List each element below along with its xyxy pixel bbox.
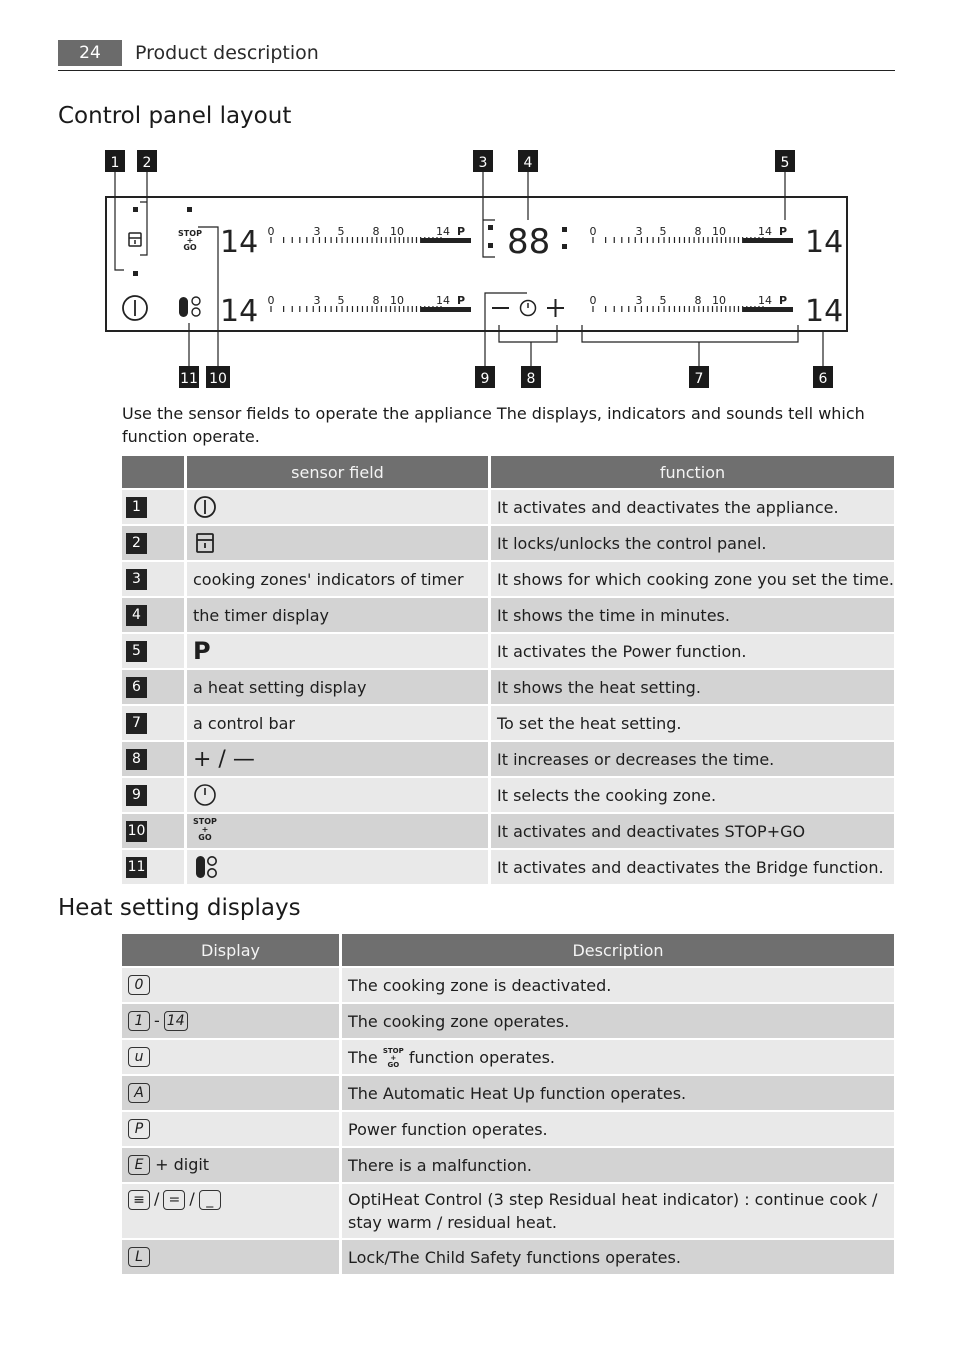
table-row xyxy=(122,1112,894,1146)
sensor-field-cell xyxy=(187,490,488,524)
display-symbol-cell xyxy=(122,1040,339,1074)
function-cell xyxy=(491,634,894,668)
callout-7 xyxy=(689,366,709,388)
panel-frame xyxy=(106,197,847,331)
callout-10 xyxy=(206,366,230,388)
sensor-field-cell xyxy=(187,778,488,812)
row-number-badge: 7 xyxy=(126,713,147,734)
description-text: The xyxy=(348,1047,378,1067)
function-cell xyxy=(491,562,894,596)
heat-display-heading: Heat setting displays xyxy=(58,895,301,921)
function-text: It shows the heat setting. xyxy=(497,677,701,697)
table-row xyxy=(122,634,894,668)
heat-display-tr: 14 xyxy=(805,225,844,260)
segment-display-symbol: 1 xyxy=(128,1011,150,1031)
callout-8 xyxy=(521,366,541,388)
table-row xyxy=(122,1240,894,1274)
function-cell xyxy=(491,490,894,524)
display-symbol-cell xyxy=(122,1004,339,1038)
sensor-field-cell xyxy=(187,814,488,848)
bar-scale-label: 3 xyxy=(313,225,321,238)
table-row xyxy=(122,1148,894,1182)
svg-text:4: 4 xyxy=(523,155,533,171)
bridge-icon xyxy=(193,854,219,880)
bar-scale-label: 10 xyxy=(390,225,404,238)
header-blank xyxy=(122,456,184,488)
display-symbol-cell xyxy=(122,968,339,1002)
table-row xyxy=(122,1004,894,1038)
bar-scale-label: P xyxy=(456,225,466,238)
lock-icon xyxy=(193,531,217,555)
callout-1 xyxy=(105,150,125,172)
svg-text:10: 10 xyxy=(209,371,227,387)
segment-display-symbol: _ xyxy=(199,1190,221,1210)
segment-display-symbol: L xyxy=(128,1247,150,1267)
plus-minus-symbol: + / — xyxy=(193,746,255,772)
function-cell xyxy=(491,526,894,560)
sensor-field-cell xyxy=(187,562,488,596)
description-text: There is a malfunction. xyxy=(348,1155,532,1175)
sensor-field-cell xyxy=(187,850,488,884)
timer-colon xyxy=(562,227,567,232)
description-cell xyxy=(342,1004,894,1038)
description-cell xyxy=(342,1040,894,1074)
function-cell xyxy=(491,598,894,632)
timer-display: 88 xyxy=(507,222,551,262)
segment-display-symbol: E xyxy=(128,1155,150,1175)
timer-zone-indicator xyxy=(488,243,493,248)
function-text: It increases or decreases the time. xyxy=(497,749,775,769)
row-number-cell xyxy=(122,562,184,596)
bar-scale-label: 14 xyxy=(436,225,450,238)
header-rule xyxy=(58,70,895,71)
callout-11 xyxy=(179,366,199,388)
svg-text:+: + xyxy=(186,236,194,245)
description-text: OptiHeat Control (3 step Residual heat indicator) : continue cook / stay warm / residual heat. xyxy=(348,1190,878,1232)
bar-scale-label: 8 xyxy=(694,225,702,238)
description-cell xyxy=(342,1112,894,1146)
row-number-cell xyxy=(122,526,184,560)
bar-scale-label: 14 xyxy=(436,294,450,307)
power-icon xyxy=(193,495,217,519)
bar-scale-label: 10 xyxy=(712,225,726,238)
display-symbol-cell xyxy=(122,1240,339,1274)
svg-text:11: 11 xyxy=(180,371,198,387)
bar-scale-label: P xyxy=(456,294,466,307)
callout-4 xyxy=(518,150,538,172)
display-symbol-cell xyxy=(122,1112,339,1146)
segment-display-symbol: A xyxy=(128,1083,150,1103)
callout-2 xyxy=(137,150,157,172)
description-text: The cooking zone operates. xyxy=(348,1011,570,1031)
bar-scale-label: 5 xyxy=(659,294,667,307)
function-cell xyxy=(491,670,894,704)
function-cell xyxy=(491,778,894,812)
table-row xyxy=(122,670,894,704)
description-text: The Automatic Heat Up function operates. xyxy=(348,1083,687,1103)
heat-table xyxy=(119,932,897,1276)
description-cell xyxy=(342,1184,894,1238)
callout-5 xyxy=(775,150,795,172)
table-row xyxy=(122,706,894,740)
timer-zone-indicator xyxy=(488,225,493,230)
function-text: It locks/unlocks the control panel. xyxy=(497,533,767,553)
description-text: Power function operates. xyxy=(348,1119,548,1139)
bar-scale-label: 8 xyxy=(372,225,380,238)
row-number-badge: 6 xyxy=(126,677,147,698)
display-symbol-cell xyxy=(122,1184,339,1238)
segment-display-symbol: ≡ xyxy=(128,1190,150,1210)
row-number-cell xyxy=(122,814,184,848)
table-row xyxy=(122,562,894,596)
table-row xyxy=(122,850,894,884)
sensor-field-cell xyxy=(187,742,488,776)
sensor-field-cell xyxy=(187,634,488,668)
bar-scale-label: 0 xyxy=(589,225,597,238)
bar-power-segment xyxy=(421,307,471,312)
row-number-badge: 2 xyxy=(126,533,147,554)
table-row xyxy=(122,526,894,560)
segment-display-symbol: = xyxy=(163,1190,185,1210)
description-cell xyxy=(342,1148,894,1182)
table-row xyxy=(122,598,894,632)
description-text: function operates. xyxy=(408,1047,556,1067)
heat-display-bl: 14 xyxy=(220,294,259,329)
function-text: It activates and deactivates the appliance. xyxy=(497,497,839,517)
segment-display-symbol: 0 xyxy=(128,975,150,995)
control-panel-heading: Control panel layout xyxy=(58,103,292,129)
bar-scale-label: 3 xyxy=(635,294,643,307)
segment-display-symbol: u xyxy=(128,1047,150,1067)
segment-display-symbol: P xyxy=(128,1119,150,1139)
callout-3 xyxy=(473,150,493,172)
bar-scale-label: 14 xyxy=(758,294,772,307)
table-row xyxy=(122,1076,894,1110)
table-row xyxy=(122,968,894,1002)
svg-text:9: 9 xyxy=(480,371,490,387)
function-cell xyxy=(491,706,894,740)
row-number-badge: 3 xyxy=(126,569,147,590)
heat-display-br: 14 xyxy=(805,294,844,329)
row-number-badge: 5 xyxy=(126,641,147,662)
row-number-cell xyxy=(122,670,184,704)
header-sensor-field: sensor field xyxy=(187,456,488,488)
table-row xyxy=(122,490,894,524)
description-cell xyxy=(342,1076,894,1110)
row-number-badge: 4 xyxy=(126,605,147,626)
row-number-cell xyxy=(122,706,184,740)
sensor-field-cell xyxy=(187,526,488,560)
function-text: It shows for which cooking zone you set the time. xyxy=(497,569,894,589)
power-p-symbol: P xyxy=(193,637,211,665)
function-text: It shows the time in minutes. xyxy=(497,605,730,625)
description-cell xyxy=(342,1240,894,1274)
function-text: It activates and deactivates STOP+GO xyxy=(497,821,806,841)
svg-text:STOP: STOP xyxy=(178,229,202,238)
svg-text:GO: GO xyxy=(183,243,197,252)
svg-text:2: 2 xyxy=(142,155,152,171)
bar-scale-label: P xyxy=(778,225,788,238)
svg-text:3: 3 xyxy=(478,155,488,171)
timer-colon xyxy=(562,244,567,249)
sensor-field-cell xyxy=(187,706,488,740)
bar-scale-label: 5 xyxy=(659,225,667,238)
header-function: function xyxy=(491,456,894,488)
bar-scale-label: 10 xyxy=(390,294,404,307)
bar-scale-label: 3 xyxy=(313,294,321,307)
row-number-cell xyxy=(122,778,184,812)
row-number-badge: 8 xyxy=(126,749,147,770)
row-number-badge: 10 xyxy=(126,821,147,842)
function-text: It activates and deactivates the Bridge function. xyxy=(497,857,884,877)
display-suffix: + digit xyxy=(155,1154,210,1174)
svg-text:8: 8 xyxy=(526,371,536,387)
bar-scale-label: 8 xyxy=(694,294,702,307)
table-row xyxy=(122,778,894,812)
function-text: To set the heat setting. xyxy=(497,713,682,733)
section-name: Product description xyxy=(135,42,319,64)
symbol-joiner: / xyxy=(189,1189,195,1208)
bar-scale-label: 0 xyxy=(589,294,597,307)
row-number-cell xyxy=(122,742,184,776)
display-symbol-cell xyxy=(122,1148,339,1182)
sensor-field-text: a heat setting display xyxy=(193,677,367,697)
bar-power-segment xyxy=(743,238,793,243)
description-cell xyxy=(342,968,894,1002)
description-text: Lock/The Child Safety functions operates. xyxy=(348,1247,681,1267)
bar-scale-label: 0 xyxy=(267,294,275,307)
bar-scale-label: 5 xyxy=(337,225,345,238)
bar-power-segment xyxy=(743,307,793,312)
row-number-cell xyxy=(122,850,184,884)
function-text: It activates the Power function. xyxy=(497,641,747,661)
table-row xyxy=(122,814,894,848)
callout-6 xyxy=(813,366,833,388)
sensor-field-text: a control bar xyxy=(193,713,295,733)
bar-scale-label: 8 xyxy=(372,294,380,307)
function-cell xyxy=(491,850,894,884)
sensor-field-text: the timer display xyxy=(193,605,329,625)
callout-9 xyxy=(475,366,495,388)
row-number-badge: 1 xyxy=(126,497,147,518)
function-cell xyxy=(491,742,894,776)
svg-text:5: 5 xyxy=(780,155,790,171)
svg-text:7: 7 xyxy=(694,371,704,387)
header-display: Display xyxy=(122,934,339,966)
row-number-badge: 9 xyxy=(126,785,147,806)
page-number: 24 xyxy=(58,40,122,66)
control-panel-diagram xyxy=(100,145,860,390)
stop-go-icon: STOP + GO xyxy=(193,817,217,842)
bar-scale-label: 5 xyxy=(337,294,345,307)
bar-scale-label: 10 xyxy=(712,294,726,307)
row-number-cell xyxy=(122,634,184,668)
table-row xyxy=(122,1184,894,1238)
timer-select-icon xyxy=(193,783,217,807)
bar-scale-label: P xyxy=(778,294,788,307)
bar-scale-label: 0 xyxy=(267,225,275,238)
segment-display-symbol: 14 xyxy=(164,1011,188,1031)
symbol-joiner: / xyxy=(154,1189,160,1208)
display-symbol-cell xyxy=(122,1076,339,1110)
row-number-cell xyxy=(122,490,184,524)
indicator-dot xyxy=(133,271,138,276)
sensor-field-cell xyxy=(187,598,488,632)
description-text: The cooking zone is deactivated. xyxy=(348,975,612,995)
indicator-dot xyxy=(133,207,138,212)
row-number-badge: 11 xyxy=(126,857,147,878)
symbol-joiner: - xyxy=(154,1010,160,1030)
svg-text:6: 6 xyxy=(818,371,828,387)
intro-text: Use the sensor fields to operate the appliance The displays, indicators and sounds tell which function operate. xyxy=(122,404,865,446)
heat-display-tl: 14 xyxy=(220,225,259,260)
table-row xyxy=(122,1040,894,1074)
sensor-field-cell xyxy=(187,670,488,704)
sensor-table xyxy=(119,454,897,886)
header-description: Description xyxy=(342,934,894,966)
bar-scale-label: 14 xyxy=(758,225,772,238)
function-cell xyxy=(491,814,894,848)
bar-scale-label: 3 xyxy=(635,225,643,238)
stop-go-icon: STOP + GO xyxy=(382,1046,404,1069)
table-row xyxy=(122,742,894,776)
svg-text:1: 1 xyxy=(110,155,120,171)
indicator-dot xyxy=(187,207,192,212)
sensor-field-text: cooking zones' indicators of timer xyxy=(193,569,464,589)
row-number-cell xyxy=(122,598,184,632)
function-text: It selects the cooking zone. xyxy=(497,785,717,805)
bar-power-segment xyxy=(421,238,471,243)
